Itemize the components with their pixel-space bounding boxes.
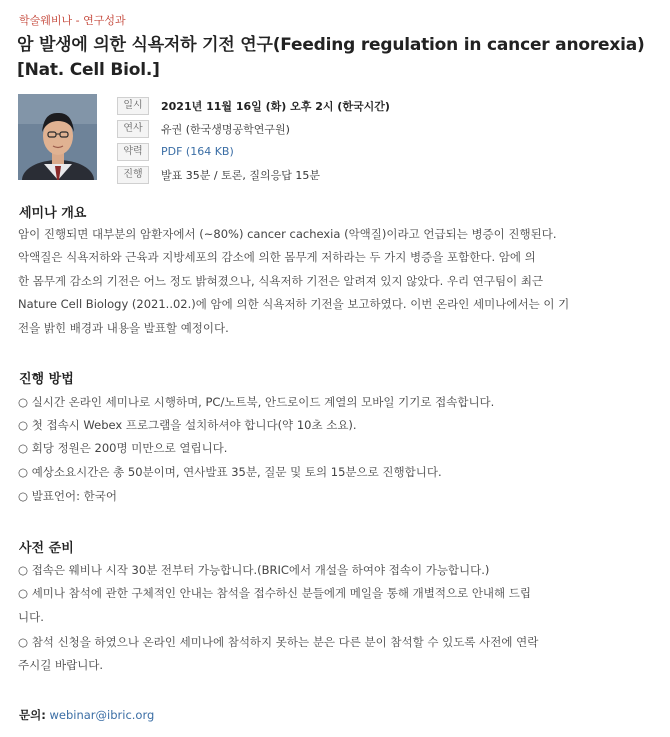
overview-heading: 세미나 개요 xyxy=(19,206,87,221)
method-item: ○ 발표언어: 한국어 xyxy=(18,489,117,503)
info-row-abstract xyxy=(117,140,390,163)
method-item: ○ 회당 정원은 200명 미만으로 열립니다. xyxy=(18,441,228,455)
info-row-date xyxy=(117,94,390,117)
prep-item: ○ 참석 신청을 하였으나 온라인 세미나에 참석하지 못하는 분은 다른 분이 참석할 수 있도록 사전에 연락 xyxy=(18,635,539,649)
speaker-photo xyxy=(18,94,97,180)
method-item: ○ 실시간 온라인 세미나로 시행하며, PC/노트북, 안드로이드 계열의 모바일 기기로 접속합니다. xyxy=(18,395,495,409)
overview-line: 전을 밝힌 배경과 내용을 발표할 예정이다. xyxy=(18,321,229,335)
method-heading: 진행 방법 xyxy=(19,372,74,387)
bio-label: 약력 xyxy=(117,143,149,161)
overview-line: 악액질은 식욕저하와 근육과 지방세포의 감소에 의한 몸무게 저하라는 두 가지 병증을 포함한다. 암에 의 xyxy=(18,250,536,264)
contact-email-link[interactable]: webinar@ibric.org xyxy=(49,708,155,722)
prep-item: ○ 접속은 웨비나 시작 30분 전부터 가능합니다.(BRIC에서 개설을 하여야 접속이 가능합니다.) xyxy=(18,563,490,577)
speaker-portrait-image xyxy=(18,94,97,180)
overview-line: Nature Cell Biology (2021..02.)에 암에 의한 식욕저하 기전을 보고하였다. 이번 온라인 세미나에서는 이 기 xyxy=(18,297,570,311)
prep-item: 주시길 바랍니다. xyxy=(18,658,104,672)
breadcrumb[interactable]: 학술웨비나 - 연구성과 xyxy=(19,14,126,27)
progress-value: 발표 35분 / 토론, 질의응답 15분 xyxy=(161,168,320,182)
info-row-progress xyxy=(117,163,390,186)
speaker-value: 유권 (한국생명공학연구원) xyxy=(161,122,290,136)
speaker-label: 연사 xyxy=(117,120,149,138)
prep-item: ○ 세미나 참석에 관한 구체적인 안내는 참석을 접수하신 분들에게 메일을 통해 개별적으로 안내해 드립 xyxy=(18,586,532,600)
overview-line: 한 몸무게 감소의 기전은 어느 정도 밝혀졌으나, 식욕저하 기전은 알려져 있지 않았다. 우리 연구팀이 최근 xyxy=(18,274,544,288)
bio-pdf-link[interactable]: PDF (164 KB) xyxy=(161,145,234,158)
method-item: ○ 첫 접속시 Webex 프로그램을 설치하셔야 합니다(약 10초 소요). xyxy=(18,418,357,432)
webinar-info-table xyxy=(117,94,390,186)
progress-label: 진행 xyxy=(117,166,149,184)
date-label: 일시 xyxy=(117,97,149,115)
prep-item: 니다. xyxy=(18,610,44,624)
date-value: 2021년 11월 16일 (화) 오후 2시 (한국시간) xyxy=(161,99,390,113)
info-row-speaker xyxy=(117,117,390,140)
contact-label: 문의: xyxy=(19,708,46,722)
method-item: ○ 예상소요시간은 총 50분이며, 연사발표 35분, 질문 및 토의 15분으로 진행합니다. xyxy=(18,465,442,479)
prep-heading: 사전 준비 xyxy=(19,541,74,556)
bio-value xyxy=(161,145,234,158)
page-title: 암 발생에 의한 식욕저하 기전 연구(Feeding regulation in cancer anorexia) [Nat. Cell Biol.] xyxy=(17,35,645,80)
overview-line: 암이 진행되면 대부분의 암환자에서 (~80%) cancer cachexia (악액질)이라고 언급되는 병증이 진행된다. xyxy=(18,227,557,241)
contact-line xyxy=(19,707,154,723)
